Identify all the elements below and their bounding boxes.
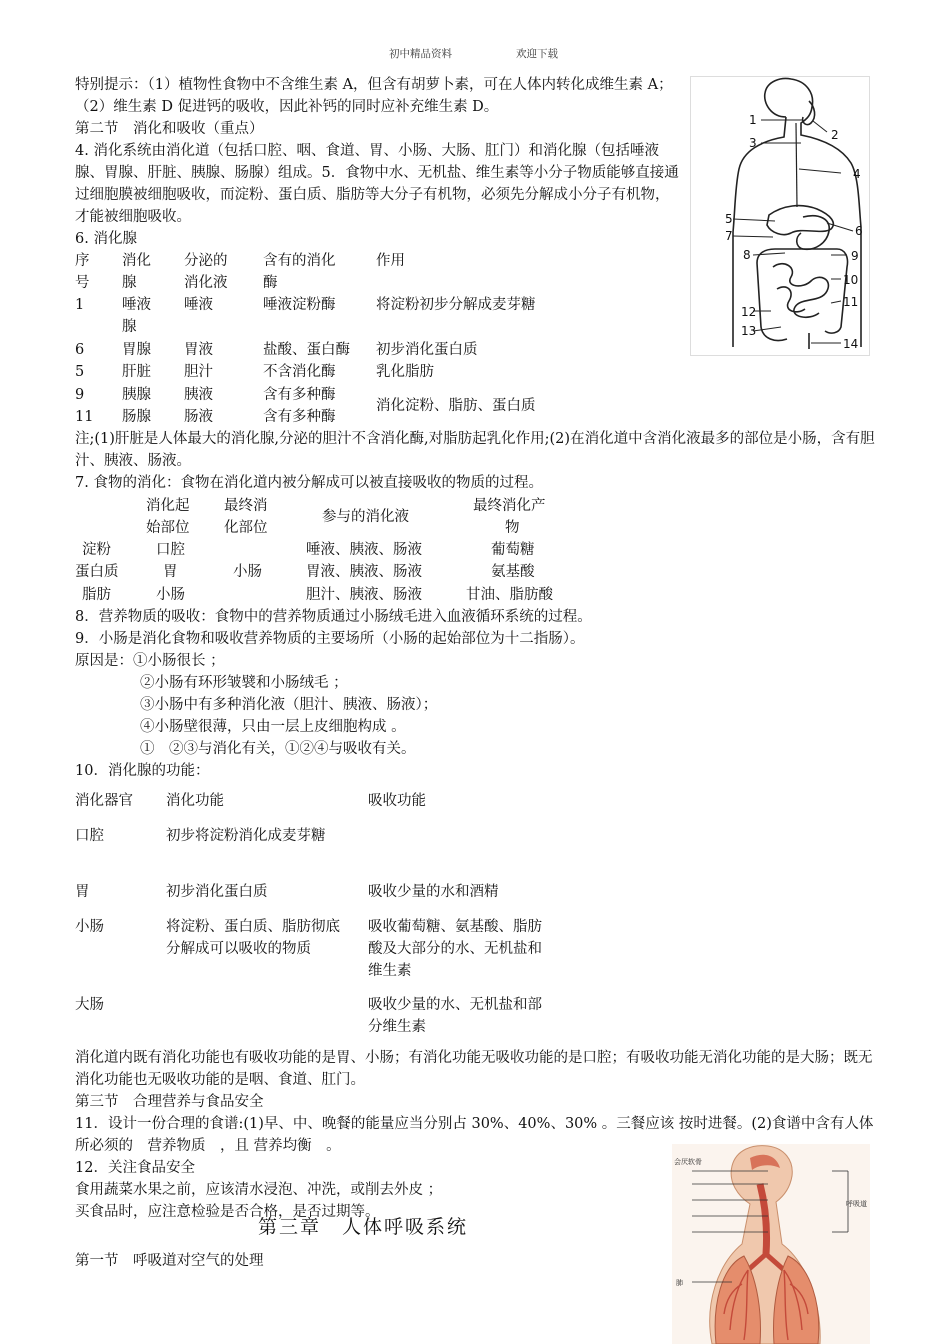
digestive-system-diagram bbox=[691, 77, 869, 355]
paragraph-9: 9．小肠是消化食物和吸收营养物质的主要场所（小肠的起始部位为十二指肠）。 bbox=[75, 631, 585, 647]
chapter-3-title: 第三章 人体呼吸系统 bbox=[258, 1216, 469, 1238]
digest-row-2-product: 氨基酸 bbox=[491, 564, 535, 580]
digest-row-2-start: 胃 bbox=[163, 564, 178, 580]
resp-label-lung: 肺 bbox=[676, 1279, 683, 1287]
gland-header-num-2: 号 bbox=[75, 275, 90, 291]
digest-row-1-juices: 唾液、胰液、肠液 bbox=[306, 542, 422, 558]
label-7: 7 bbox=[725, 229, 733, 243]
gland-row-2-gland: 胃腺 bbox=[122, 342, 151, 358]
gland-row-1-num: 1 bbox=[75, 297, 85, 313]
gland-header-juice-2: 消化液 bbox=[184, 275, 228, 291]
special-tip: 特别提示：（1）植物性食物中不含维生素 A，但含有胡萝卜素，可在人体内转化成维生素 A；（2）维生素 D 促进钙的吸收，因此补钙的同时应补充维生素 D。 bbox=[75, 77, 673, 115]
func-row-1-digest: 初步将淀粉消化成麦芽糖 bbox=[166, 828, 326, 844]
gland-row-3-gland: 肝脏 bbox=[122, 364, 151, 380]
digest-header-final-1: 最终消 bbox=[224, 498, 268, 514]
page-header-right: 欢迎下载 bbox=[516, 48, 558, 60]
gland-header-juice-1: 分泌的 bbox=[184, 253, 228, 269]
func-header-absorb: 吸收功能 bbox=[368, 793, 426, 809]
reason-4: ④小肠壁很薄，只由一层上皮细胞构成 。 bbox=[140, 719, 406, 735]
paragraph-11: 11．设计一份合理的食谱:(1)早、中、晚餐的能量应当分别占 30%、40%、30% 。三餐应该 按时进餐。(2)食谱中含有人体所必须的 营养物质 ，且 营养均衡 。 bbox=[75, 1116, 874, 1154]
func-row-2-digest: 初步消化蛋白质 bbox=[166, 884, 268, 900]
label-9: 9 bbox=[851, 249, 859, 263]
gland-header-enzyme-2: 酶 bbox=[263, 275, 278, 291]
digest-merged-final: 小肠 bbox=[233, 564, 262, 580]
gland-row-2-num: 6 bbox=[75, 342, 85, 358]
label-13: 13 bbox=[741, 324, 757, 338]
gland-row-1-function: 将淀粉初步分解成麦芽糖 bbox=[376, 297, 536, 313]
digest-header-juices: 参与的消化液 bbox=[322, 509, 409, 525]
resp-label-airway: 呼吸道 bbox=[846, 1200, 867, 1208]
paragraph-10-title: 10．消化腺的功能： bbox=[75, 763, 210, 779]
section-3-1-title: 第一节 呼吸道对空气的处理 bbox=[75, 1253, 264, 1269]
gland-row-1-gland-cont: 腺 bbox=[122, 319, 137, 335]
respiratory-system-figure bbox=[672, 1144, 870, 1344]
gland-row-4-enzyme: 含有多种酶 bbox=[263, 387, 336, 403]
label-3: 3 bbox=[749, 136, 757, 150]
paragraph-7: 7. 食物的消化：食物在消化道内被分解成可以被直接吸收的物质的过程。 bbox=[75, 475, 543, 491]
digest-header-product-1: 最终消化产 bbox=[473, 498, 546, 514]
gland-row-1-enzyme: 唾液淀粉酶 bbox=[263, 297, 336, 313]
gland-row-5-num: 11 bbox=[75, 409, 94, 425]
label-6: 6 bbox=[855, 224, 863, 238]
paragraph-12-b: 买食品时，应注意检验是否合格，是否过期等。 bbox=[75, 1204, 380, 1220]
label-14: 14 bbox=[843, 337, 859, 351]
digest-header-final-2: 化部位 bbox=[224, 520, 268, 536]
gland-header-function: 作用 bbox=[376, 253, 405, 269]
gland-merged-function: 消化淀粉、脂肪、蛋白质 bbox=[376, 398, 536, 414]
gland-row-3-enzyme: 不含消化酶 bbox=[263, 364, 336, 380]
gland-row-5-enzyme: 含有多种酶 bbox=[263, 409, 336, 425]
reason-3: ③小肠中有多种消化液（胆汁、胰液、肠液）； bbox=[140, 697, 438, 713]
label-10: 10 bbox=[843, 273, 859, 287]
paragraph-4-5: 4. 消化系统由消化道（包括口腔、咽、食道、胃、小肠、大肠、肛门）和消化腺（包括唾液腺、胃腺、肝脏、胰腺、肠腺）组成。5．食物中水、无机盐、维生素等小分子物质能够直接通过细胞膜被细胞吸收，而淀粉、蛋白质、脂肪等大分子有机物，必须先分解成小分子有机物，才能被细胞吸收。 bbox=[75, 143, 679, 225]
digest-row-1-food: 淀粉 bbox=[82, 542, 111, 558]
digest-header-start-1: 消化起 bbox=[146, 498, 190, 514]
func-row-3-absorb: 吸收葡萄糖、氨基酸、脂肪酸及大部分的水、无机盐和维生素 bbox=[368, 919, 542, 979]
gland-header-enzyme-1: 含有的消化 bbox=[263, 253, 336, 269]
label-12: 12 bbox=[741, 305, 757, 319]
digestive-system-figure bbox=[690, 76, 870, 356]
page-header-left: 初中精品资料 bbox=[389, 48, 452, 60]
digest-row-1-start: 口腔 bbox=[156, 542, 185, 558]
digest-row-3-juices: 胆汁、胰液、肠液 bbox=[306, 587, 422, 603]
gland-row-3-juice: 胆汁 bbox=[184, 364, 213, 380]
section-3-title: 第三节 合理营养与食品安全 bbox=[75, 1094, 264, 1110]
label-5: 5 bbox=[725, 212, 733, 226]
label-4: 4 bbox=[853, 167, 861, 181]
section-2-title: 第二节 消化和吸收（重点） bbox=[75, 121, 264, 137]
note-paragraph: 注;(1)肝脏是人体最大的消化腺,分泌的胆汁不含消化酶,对脂肪起乳化作用;(2)在消化道中含消化液最多的部位是小肠，含有胆汁、胰液、肠液。 bbox=[75, 431, 875, 469]
gland-header-gland-2: 腺 bbox=[122, 275, 137, 291]
func-row-2-absorb: 吸收少量的水和酒精 bbox=[368, 884, 499, 900]
func-header-digest: 消化功能 bbox=[166, 793, 224, 809]
label-8: 8 bbox=[743, 248, 751, 262]
reason-1: 原因是：①小肠很长 ； bbox=[75, 653, 225, 669]
resp-label-epiglottis: 会厌软骨 bbox=[674, 1158, 702, 1166]
gland-row-2-enzyme: 盐酸、蛋白酶 bbox=[263, 342, 350, 358]
gland-row-4-juice: 胰液 bbox=[184, 387, 213, 403]
paragraph-12-title: 12．关注食品安全 bbox=[75, 1160, 195, 1176]
label-2: 2 bbox=[831, 128, 839, 142]
gland-row-2-function: 初步消化蛋白质 bbox=[376, 342, 478, 358]
gland-row-4-gland: 胰腺 bbox=[122, 387, 151, 403]
reason-2: ②小肠有环形皱襞和小肠绒毛 ； bbox=[140, 675, 348, 691]
digest-row-2-juices: 胃液、胰液、肠液 bbox=[306, 564, 422, 580]
gland-row-3-function: 乳化脂肪 bbox=[376, 364, 434, 380]
reason-summary: ① ②③与消化有关，①②④与吸收有关。 bbox=[140, 741, 416, 757]
func-row-3-organ: 小肠 bbox=[75, 919, 104, 935]
gland-row-5-juice: 肠液 bbox=[184, 409, 213, 425]
paragraph-6-title: 6. 消化腺 bbox=[75, 231, 137, 247]
summary-paragraph: 消化道内既有消化功能也有吸收功能的是胃、小肠；有消化功能无吸收功能的是口腔；有吸收功能无消化功能的是大肠；既无消化功能也无吸收功能的是咽、食道、肛门。 bbox=[75, 1050, 873, 1088]
func-row-4-organ: 大肠 bbox=[75, 997, 104, 1013]
gland-header-gland-1: 消化 bbox=[122, 253, 151, 269]
label-1: 1 bbox=[749, 113, 757, 127]
gland-row-3-num: 5 bbox=[75, 364, 85, 380]
paragraph-12-a: 食用蔬菜水果之前，应该清水浸泡、冲洗，或削去外皮 ； bbox=[75, 1182, 443, 1198]
digest-row-3-start: 小肠 bbox=[156, 587, 185, 603]
digest-header-product-2: 物 bbox=[505, 520, 520, 536]
func-row-2-organ: 胃 bbox=[75, 884, 90, 900]
func-row-1-organ: 口腔 bbox=[75, 828, 104, 844]
gland-row-2-juice: 胃液 bbox=[184, 342, 213, 358]
digest-row-2-food: 蛋白质 bbox=[75, 564, 119, 580]
func-row-3-digest: 将淀粉、蛋白质、脂肪彻底分解成可以吸收的物质 bbox=[166, 919, 340, 957]
digest-row-3-food: 脂肪 bbox=[82, 587, 111, 603]
gland-row-1-gland: 唾液 bbox=[122, 297, 151, 313]
digest-row-3-product: 甘油、脂肪酸 bbox=[466, 587, 553, 603]
gland-row-1-juice: 唾液 bbox=[184, 297, 213, 313]
respiratory-system-diagram bbox=[672, 1144, 870, 1344]
gland-row-5-gland: 肠腺 bbox=[122, 409, 151, 425]
digest-header-start-2: 始部位 bbox=[146, 520, 190, 536]
digest-row-1-product: 葡萄糖 bbox=[491, 542, 535, 558]
func-row-4-absorb: 吸收少量的水、无机盐和部分维生素 bbox=[368, 997, 542, 1035]
paragraph-8: 8．营养物质的吸收：食物中的营养物质通过小肠绒毛进入血液循环系统的过程。 bbox=[75, 609, 592, 625]
gland-header-num-1: 序 bbox=[75, 253, 90, 269]
gland-row-4-num: 9 bbox=[75, 387, 85, 403]
func-header-organ: 消化器官 bbox=[75, 793, 133, 809]
label-11: 11 bbox=[843, 295, 859, 309]
